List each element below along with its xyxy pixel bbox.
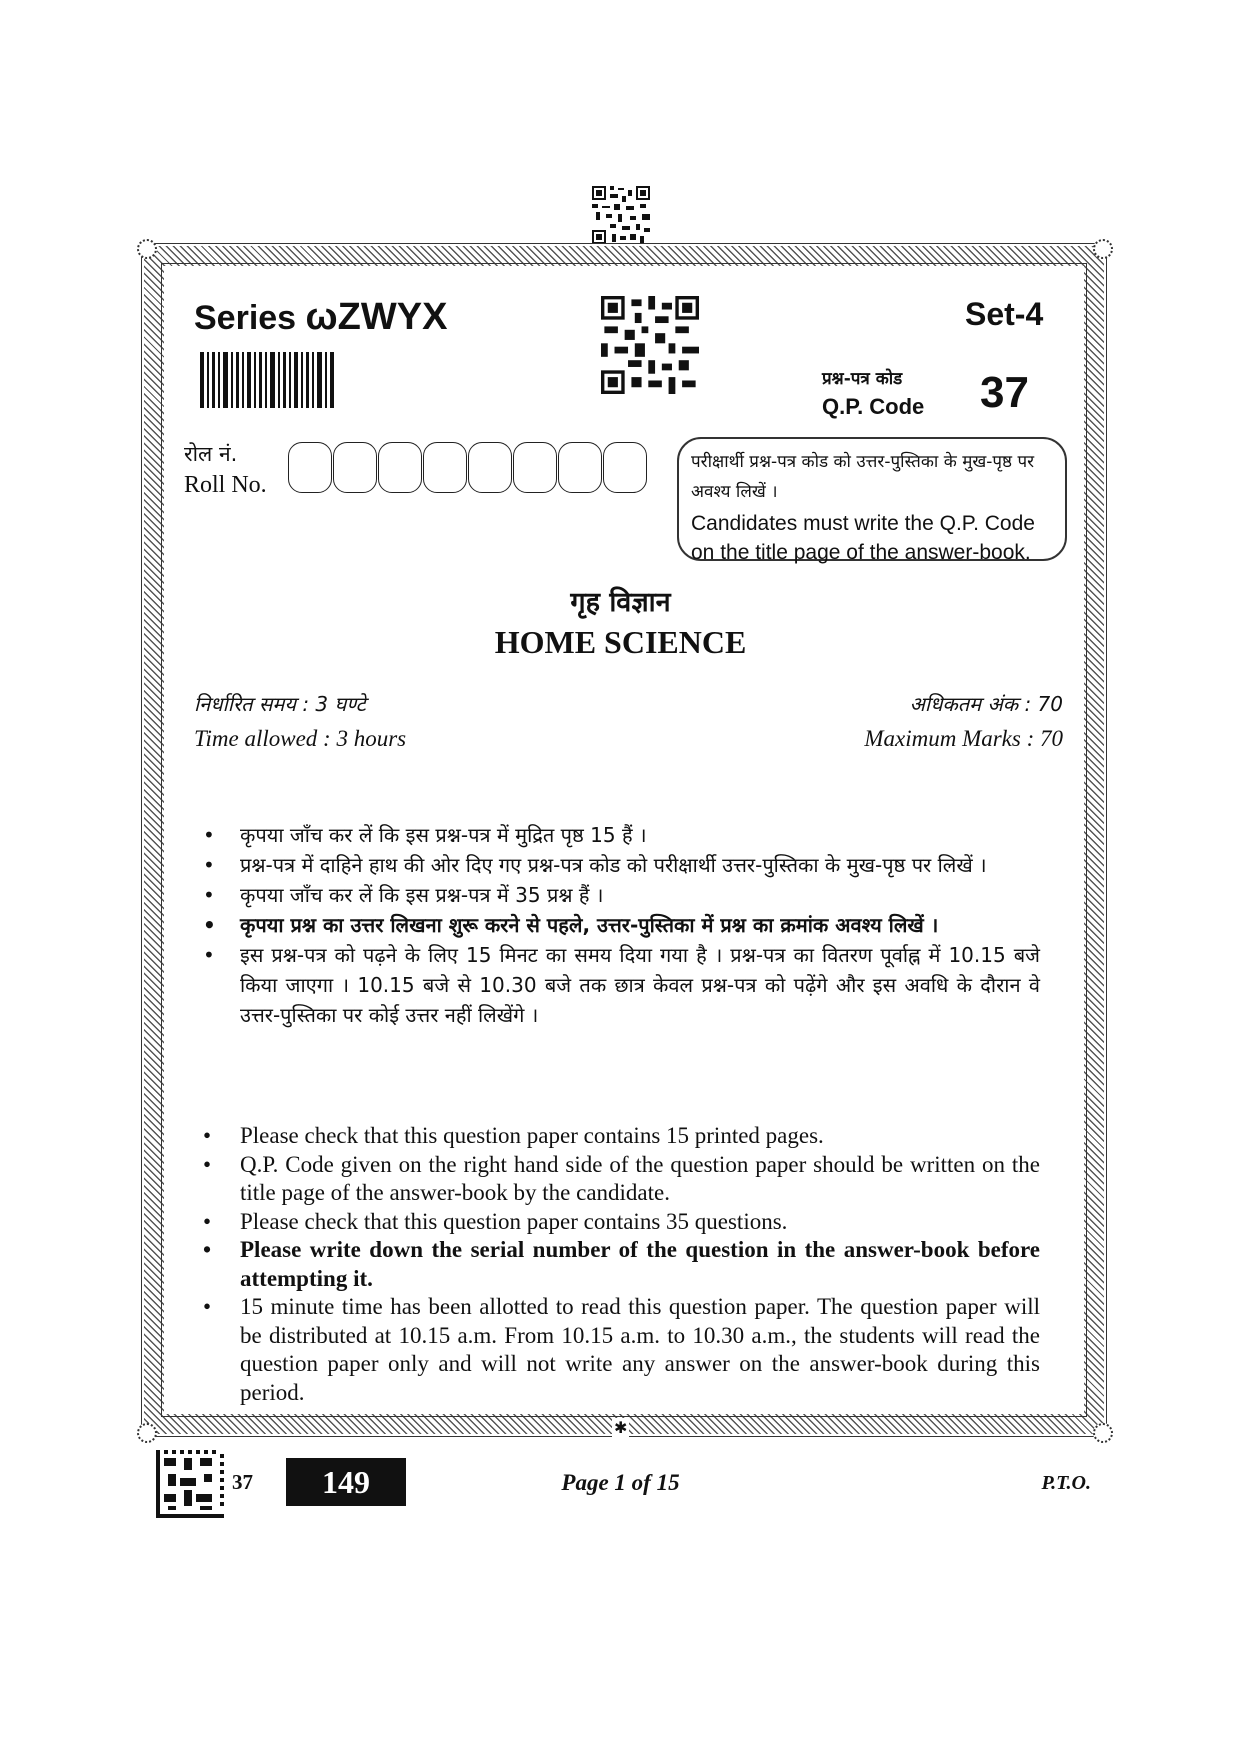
- corner-ornament-icon: [137, 1423, 157, 1443]
- page-number: Page 1 of 15: [561, 1470, 680, 1495]
- qp-code-value: 37: [980, 368, 1029, 417]
- instruction-item: • कृपया प्रश्न का उत्तर लिखना शुरू करने से पहले, उत्तर-पुस्तिका में प्रश्न का क्रमांक अवश्य लिखें ।: [200, 910, 1040, 940]
- subject-title-hindi: गृह विज्ञान: [570, 587, 671, 618]
- instruction-item: • Please check that this question paper contains 35 questions.: [200, 1208, 1040, 1237]
- instruction-item: • प्रश्न-पत्र में दाहिने हाथ की ओर दिए गए प्रश्न-पत्र कोड को परीक्षार्थी उत्तर-पुस्तिका के मुख-पृष्ठ पर लिखें ।: [200, 850, 1040, 880]
- roll-number-label-hindi: रोल नं.: [184, 442, 238, 466]
- corner-ornament-icon: [1093, 1423, 1113, 1443]
- corner-ornament-icon: [1093, 239, 1113, 259]
- candidate-notice-hindi: परीक्षार्थी प्रश्न-पत्र कोड को उत्तर-पुस्तिका के मुख-पृष्ठ पर अवश्य लिखें ।: [691, 452, 1035, 502]
- series-label: Series ωZWYX: [194, 296, 448, 338]
- maximum-marks-hindi: अधिकतम अंक : 70: [909, 692, 1063, 716]
- qp-code-label-hindi: प्रश्न-पत्र कोड: [822, 369, 903, 389]
- instruction-item: • कृपया जाँच कर लें कि इस प्रश्न-पत्र में मुद्रित पृष्ठ 15 हैं ।: [200, 820, 1040, 850]
- roll-number-box[interactable]: [468, 442, 512, 493]
- instruction-item: • Please write down the serial number of the question in the answer-book before attempting it.: [200, 1236, 1040, 1293]
- time-allowed: Time allowed : 3 hours: [194, 726, 407, 751]
- roll-number-boxes: [288, 442, 647, 493]
- time-allowed-hindi: निर्धारित समय : 3 घण्टे: [194, 692, 366, 716]
- barcode-icon: [200, 352, 334, 408]
- instructions-hindi: [200, 820, 1040, 1030]
- roll-number-box[interactable]: [558, 442, 602, 493]
- qr-code-icon: [601, 296, 699, 394]
- instruction-item: • 15 minute time has been allotted to read this question paper. The question paper will be distributed at 10.15 a.m. From 10.15 a.m. to 10.30 a.m., the students will read the question paper only and will not write any answer on the answer-book during this period.: [200, 1293, 1040, 1407]
- instruction-item: • इस प्रश्न-पत्र को पढ़ने के लिए 15 मिनट का समय दिया गया है । प्रश्न-पत्र का वितरण पूर्वाह्न में 10.15 बजे किया जाएगा । 10.15 बजे से 10.30 बजे तक छात्र केवल प्रश्न-पत्र को पढ़ेंगे और इस अवधि के दौरान वे उत्तर-पुस्तिका पर कोई उत्तर नहीं लिखेंगे ।: [200, 940, 1040, 1030]
- roll-number-box[interactable]: [513, 442, 557, 493]
- roll-number-box[interactable]: [423, 442, 467, 493]
- set-number: Set-4: [965, 296, 1044, 332]
- instructions-english: [200, 1122, 1040, 1407]
- footer-box-number: 149: [286, 1458, 406, 1506]
- border-star-icon: ✱: [614, 1418, 628, 1437]
- candidate-notice-english: Candidates must write the Q.P. Code on the title page of the answer-book.: [691, 512, 1035, 564]
- roll-number-box[interactable]: [378, 442, 422, 493]
- subject-title: HOME SCIENCE: [494, 624, 747, 660]
- corner-ornament-icon: [137, 239, 157, 259]
- qp-code-label: Q.P. Code: [822, 394, 925, 419]
- roll-number-box[interactable]: [288, 442, 332, 493]
- top-qr-code-icon: [592, 186, 650, 244]
- instruction-item: • Please check that this question paper contains 15 printed pages.: [200, 1122, 1040, 1151]
- footer-code: 37: [232, 1470, 253, 1494]
- instruction-item: • Q.P. Code given on the right hand side of the question paper should be written on the title page of the answer-book by the candidate.: [200, 1151, 1040, 1208]
- pto-label: P.T.O.: [1041, 1472, 1091, 1494]
- roll-number-box[interactable]: [603, 442, 647, 493]
- roll-number-box[interactable]: [333, 442, 377, 493]
- maximum-marks: Maximum Marks : 70: [864, 726, 1063, 751]
- candidate-notice-box: [677, 437, 1067, 564]
- instruction-item: • कृपया जाँच कर लें कि इस प्रश्न-पत्र में 35 प्रश्न हैं ।: [200, 880, 1040, 910]
- roll-number-label: Roll No.: [184, 472, 267, 498]
